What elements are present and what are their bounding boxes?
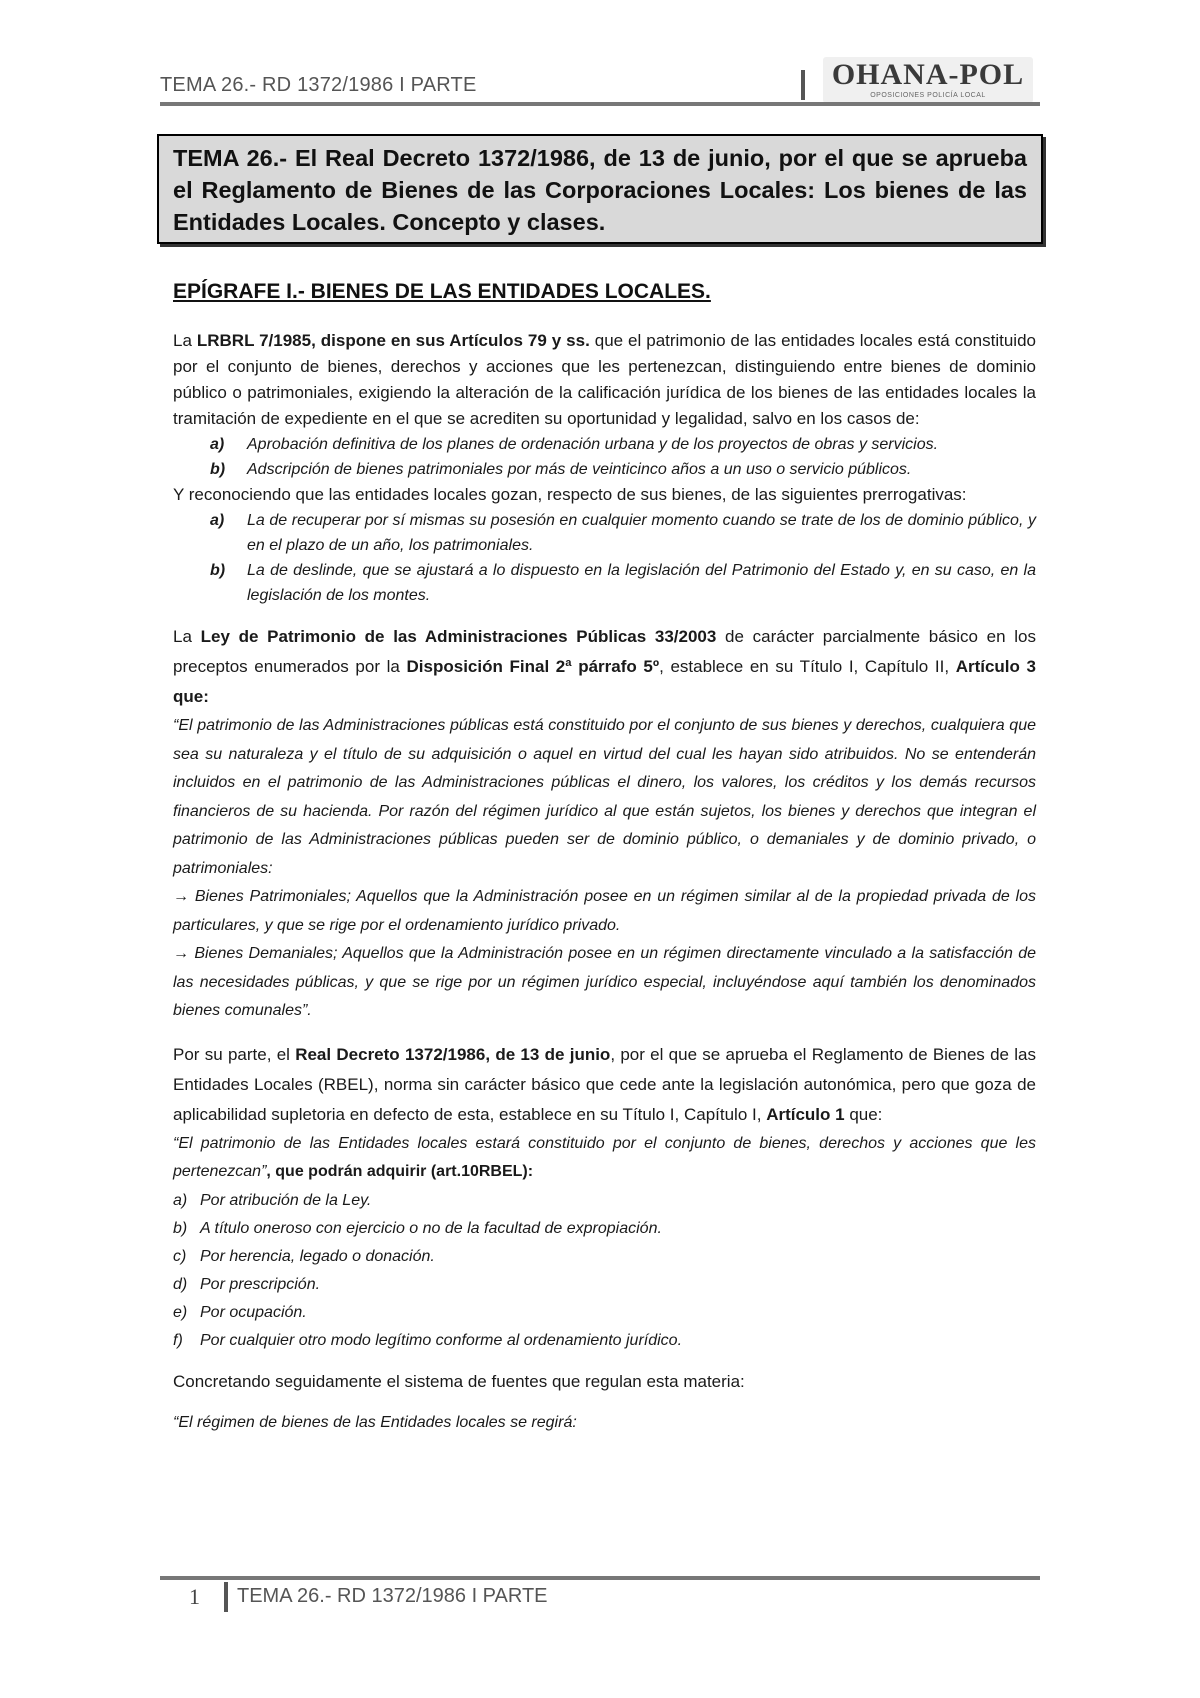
- page-number: 1: [189, 1584, 200, 1609]
- header-title: TEMA 26.- RD 1372/1986 I PARTE: [160, 74, 477, 96]
- document-body: [173, 278, 1036, 1437]
- section-heading: EPÍGRAFE I.- BIENES DE LAS ENTIDADES LOCALES.: [173, 280, 711, 303]
- list-item: b) A título oneroso con ejercicio o no de la facultad de expropiación.: [173, 1219, 662, 1237]
- quote-ley-patrimonio: “El patrimonio de las Administraciones públicas está constituido por el conjunto de sus bienes y derechos, cualquiera que sea su naturaleza y el título de su adquisición o aquel en virtud del cual les hayan sido atribuidos. No se entenderán incluidos en el patrimonio de las Administraciones públicas el dinero, los valores, los créditos y los demás recursos financieros de su hacienda. Por razón del régimen jurídico al que están sujetos, los bienes y derechos que integran el patrimonio de las Administraciones públicas pueden ser de dominio público, o demaniales y de dominio privado, o patrimoniales:: [173, 717, 1036, 877]
- quote-bienes-patrimoniales: → Bienes Patrimoniales; Aquellos que la Administración posee en un régimen similar al de la propiedad privada de los particulares, y que se rige por el ordenamiento jurídico privado.: [173, 888, 1036, 934]
- paragraph-prerrogativas: Y reconociendo que las entidades locales gozan, respecto de sus bienes, de las siguientes prerrogativas:: [173, 485, 967, 504]
- paragraph-lrbrl: La LRBRL 7/1985, dispone en sus Artículos 79 y ss. que el patrimonio de las entidades locales está constituido por el conjunto de bienes, derechos y acciones que les pertenezcan, distinguiendo entre bienes de dominio público o patrimoniales, exigiendo la alteración de la calificación jurídica de los bienes de las entidades locales la tramitación de expediente en el que se acrediten su oportunidad y legalidad, salvo en los casos de:: [173, 331, 1036, 428]
- quote-regimen-bienes: “El régimen de bienes de las Entidades locales se regirá:: [173, 1413, 577, 1431]
- list-item: d) Por prescripción.: [173, 1275, 321, 1293]
- prerrogativas-list: [173, 508, 1036, 608]
- logo-subtitle: OPOSICIONES POLICÍA LOCAL: [870, 92, 986, 99]
- quote-bienes-demaniales: → Bienes Demaniales; Aquellos que la Administración posee en un régimen directamente vinculado a la satisfacción de las necesidades públicas, y que se rige por un régimen jurídico especial, incluyéndose aquí también los denominados bienes comunales”.: [173, 945, 1036, 1019]
- exceptions-list: [173, 432, 1036, 482]
- paragraph-rbel: Por su parte, el Real Decreto 1372/1986, de 13 de junio, por el que se aprueba el Reglamento de Bienes de las Entidades Locales (RBEL), norma sin carácter básico que cede ante la legislación autonómica, pero que goza de aplicabilidad supletoria en defecto de esta, establece en su Título I, Capítulo I, Artículo 1 que:: [173, 1044, 1036, 1124]
- header-rule: [160, 102, 1040, 106]
- logo-name: OHANA-POL: [831, 58, 1025, 91]
- footer-divider: [224, 1582, 228, 1612]
- header-divider: [801, 70, 805, 100]
- list-item: e) Por ocupación.: [173, 1303, 307, 1321]
- quote-rbel-article-1: “El patrimonio de las Entidades locales estará constituido por el conjunto de bienes, derechos y acciones que les pertenezcan”, que podrán adquirir (art.10RBEL):: [173, 1134, 1036, 1180]
- paragraph-fuentes: Concretando seguidamente el sistema de fuentes que regulan esta materia:: [173, 1371, 745, 1391]
- footer-rule: [160, 1576, 1040, 1580]
- list-item: a) La de recuperar por sí mismas su posesión en cualquier momento cuando se trate de los de dominio público, y en el plazo de un año, los patrimoniales.: [210, 512, 1036, 554]
- topic-title-box: TEMA 26.- El Real Decreto 1372/1986, de 13 de junio, por el que se aprueba el Reglamento de Bienes de las Corporaciones Locales: Los bienes de las Entidades Locales. Concepto y clases.: [157, 134, 1043, 244]
- list-item: f) Por cualquier otro modo legítimo conforme al ordenamiento jurídico.: [173, 1331, 683, 1349]
- list-item: a) Aprobación definitiva de los planes de ordenación urbana y de los proyectos de obras y servicios.: [210, 436, 939, 453]
- bold-reference: LRBRL 7/1985, dispone en sus Artículos 79 y ss.: [196, 331, 590, 350]
- footer-title: TEMA 26.- RD 1372/1986 I PARTE: [237, 1585, 548, 1607]
- list-item: a) Por atribución de la Ley.: [173, 1191, 372, 1209]
- ohana-pol-logo: [823, 57, 1033, 103]
- list-item: c) Por herencia, legado o donación.: [173, 1247, 435, 1265]
- list-item: b) La de deslinde, que se ajustará a lo dispuesto en la legislación del Patrimonio del Estado y, en su caso, en la legislación de los montes.: [210, 562, 1036, 604]
- list-item: b) Adscripción de bienes patrimoniales por más de veinticinco años a un uso o servicio públicos.: [210, 461, 912, 478]
- acquisition-modes-list: [173, 1187, 1036, 1355]
- paragraph-ley-patrimonio: La Ley de Patrimonio de las Administraciones Públicas 33/2003 de carácter parcialmente básico en los preceptos enumerados por la Disposición Final 2ª párrafo 5º, establece en su Título I, Capítulo II, Artículo 3 que:: [173, 627, 1037, 706]
